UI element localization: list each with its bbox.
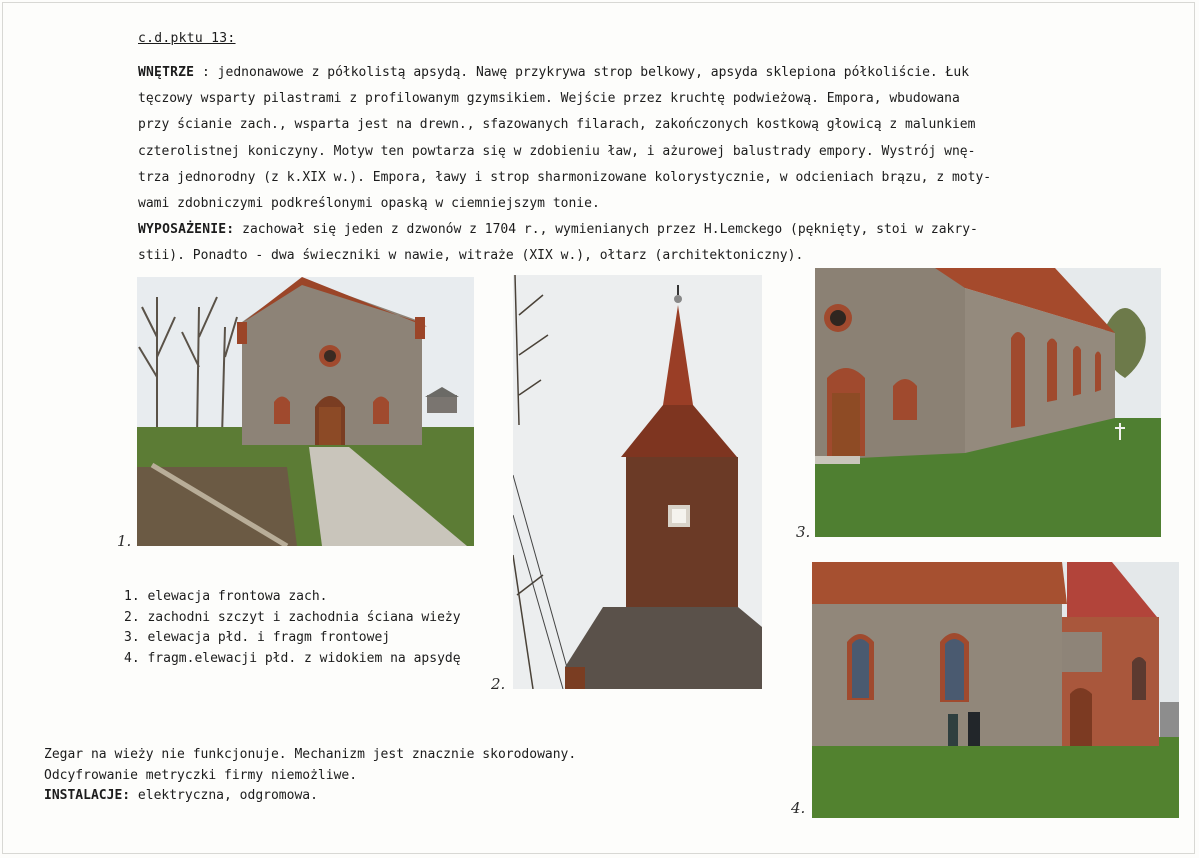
clock-note xyxy=(44,745,576,807)
photo-tower xyxy=(513,275,762,689)
furnishings-line-1 xyxy=(138,217,1068,243)
caption-2: 2. zachodni szczyt i zachodnia ściana wieży xyxy=(124,609,461,625)
caption-3: 3. elewacja płd. i fragm frontowej xyxy=(124,630,391,645)
installations-line xyxy=(44,786,576,807)
caption-list xyxy=(124,587,461,669)
photo-apse-fragment xyxy=(812,562,1179,818)
photo-number-3: 3. xyxy=(796,523,811,541)
installations-text: elektryczna, odgromowa. xyxy=(130,788,318,803)
furnishings-line-2: stii). Ponadto - dwa świeczniki w nawie, witraże (XIX w.), ołtarz (architektoniczny). xyxy=(138,248,804,264)
caption-1: 1. elewacja frontowa zach. xyxy=(124,589,328,604)
caption-4: 4. fragm.elewacji płd. z widokiem na apsydę xyxy=(124,650,461,666)
photo-south-elevation xyxy=(815,268,1161,537)
note-line-1: Zegar na wieży nie funkcjonuje. Mechanizm jest znacznie skorodowany. xyxy=(44,747,577,762)
interior-paragraph xyxy=(138,60,1068,217)
photo-front-facade xyxy=(137,277,474,546)
photo-number-1: 1. xyxy=(117,532,132,550)
furnishings-paragraph xyxy=(138,217,1068,269)
interior-line-2: tęczowy wsparty pilastrami z profilowanym gzymsikiem. Wejście przez kruchtę podwieżową. Empora, wbudowana xyxy=(138,91,960,107)
interior-line-6: wami zdobniczymi podkreślonymi opaską w ciemniejszym tonie. xyxy=(138,196,600,212)
furnishings-label: WYPOSAŻENIE: xyxy=(138,222,235,237)
interior-text-1: : jednonawowe z półkolistą apsydą. Nawę przykrywa strop belkowy, apsyda sklepiona półkoliście. Łuk xyxy=(194,65,970,80)
furnishings-text-1: zachował się jeden z dzwonów z 1704 r., wymienianych przez H.Lemckego (pęknięty, stoi w zakry- xyxy=(234,222,978,237)
section-header: c.d.pktu 13: xyxy=(138,31,236,46)
note-line-2: Odcyfrowanie metryczki firmy niemożliwe. xyxy=(44,767,358,783)
photo-number-2: 2. xyxy=(491,675,506,693)
interior-line-4: czterolistnej koniczyny. Motyw ten powtarza się w zdobieniu ław, i ażurowej balustrady empory. Wystrój wnę- xyxy=(138,143,976,159)
interior-label: WNĘTRZE xyxy=(138,65,195,80)
interior-line-1 xyxy=(138,60,1068,86)
photo-number-4: 4. xyxy=(791,799,806,817)
interior-line-3: przy ścianie zach., wsparta jest na drewn., sfazowanych filarach, zakończonych kostkową głowicą z malunkiem xyxy=(138,117,976,133)
interior-line-5: trza jednorodny (z k.XIX w.). Empora, ławy i strop sharmonizowane kolorystycznie, w odcieniach brązu, z moty- xyxy=(138,169,992,185)
installations-label: INSTALACJE: xyxy=(44,788,131,803)
